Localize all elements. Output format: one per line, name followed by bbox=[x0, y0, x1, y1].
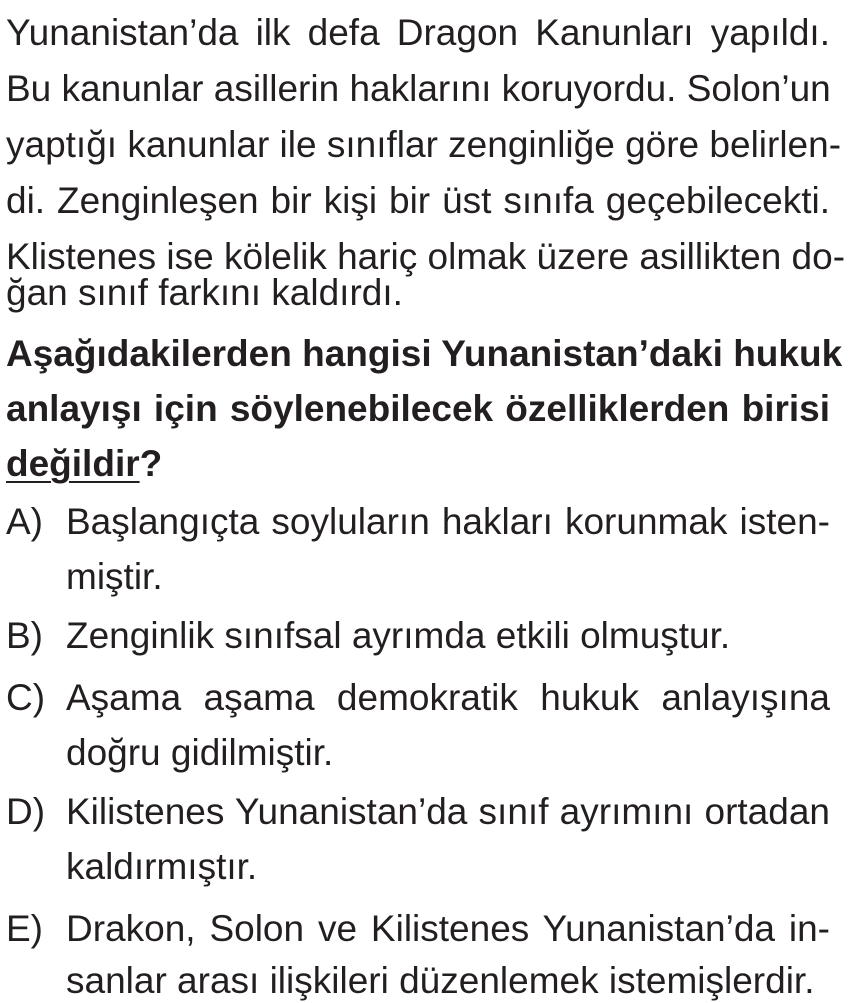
question-line: Aşağıdakilerden hangisi Yunanistan’daki hukuk bbox=[6, 333, 843, 374]
option-text: miştir. bbox=[66, 556, 163, 597]
negation-emphasis: değildir bbox=[6, 443, 140, 484]
passage-line: Klistenes ise kölelik hariç olmak üzere asillikten do- bbox=[6, 236, 846, 277]
passage-line: Yunanistan’da ilk defa Dragon Kanunları yapıldı. bbox=[6, 12, 830, 53]
passage-line: di. Zenginleşen bir kişi bir üst sınıfa geçebilecekti. bbox=[6, 180, 830, 221]
passage-line: yaptığı kanunlar ile sınıflar zenginliğe göre belirlen- bbox=[6, 124, 842, 165]
option-letter: E) bbox=[6, 908, 43, 949]
option-letter: B) bbox=[6, 615, 43, 656]
option-text: kaldırmıştır. bbox=[66, 846, 258, 887]
option-text: sanlar arası ilişkileri düzenlemek istemişlerdir. bbox=[66, 960, 815, 1001]
option-letter: C) bbox=[6, 677, 46, 718]
option-text: Aşama aşama demokratik hukuk anlayışına bbox=[66, 677, 830, 718]
question-mark: ? bbox=[139, 443, 163, 484]
option-letter: A) bbox=[6, 501, 43, 542]
passage-line: Bu kanunlar asillerin haklarını koruyordu. Solon’un bbox=[6, 68, 831, 109]
option-letter: D) bbox=[6, 791, 46, 832]
passage-line: ğan sınıf farkını kaldırdı. bbox=[6, 272, 403, 313]
question-line bbox=[6, 445, 830, 482]
option-text: Drakon, Solon ve Kilistenes Yunanistan’da in- bbox=[66, 908, 830, 949]
option-text: doğru gidilmiştir. bbox=[66, 732, 334, 773]
option-text: Zenginlik sınıfsal ayrımda etkili olmuştur. bbox=[66, 615, 731, 656]
option-text: Başlangıçta soyluların hakları korunmak isten- bbox=[66, 501, 830, 542]
option-text: Kilistenes Yunanistan’da sınıf ayrımını ortadan bbox=[66, 791, 830, 832]
question-line: anlayışı için söylenebilecek özelliklerden birisi bbox=[6, 388, 830, 429]
